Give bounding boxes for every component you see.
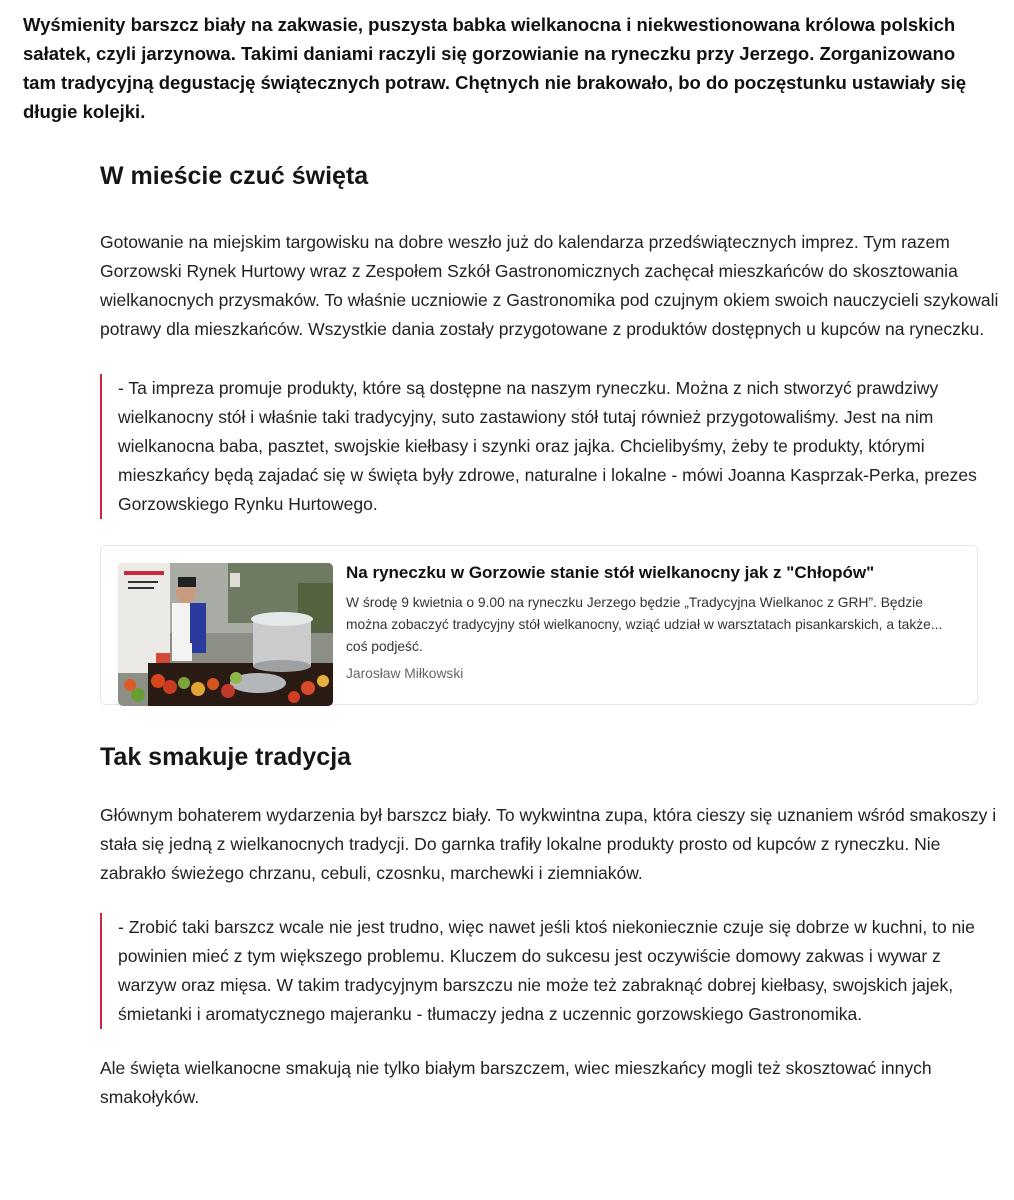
section-heading: W mieście czuć święta	[100, 162, 369, 190]
article-body	[100, 158, 1000, 1112]
article-paragraph: Ale święta wielkanocne smakują nie tylko białym barszczem, wiec mieszkańcy mogli też skosztować innych smakołyków.	[100, 1058, 932, 1107]
blockquote: - Zrobić taki barszcz wcale nie jest trudno, więc nawet jeśli ktoś niekoniecznie czuje się dobrze w kuchni, to nie powinien mieć z tym większego problemu. Kluczem do sukcesu jest oczywiście domowy zakwas i wywar z warzyw oraz mięsa. W takim tradycyjnym barszczu nie może też zabraknąć dobrej kiełbasy, swojskich jajek, śmietanki i aromatycznego majeranku - tłumaczy jedna z uczennic gorzowskiego Gastronomika.	[100, 913, 1000, 1029]
section-heading: Tak smakuje tradycja	[100, 743, 352, 771]
related-article-thumbnail[interactable]	[118, 563, 333, 706]
article-lead: Wyśmienity barszcz biały na zakwasie, puszysta babka wielkanocna i niekwestionowana królowa polskich sałatek, czyli jarzynowa. Takimi daniami raczyli się gorzowianie na ryneczku przy Jerzego. Zorganizowano tam tradycyjną degustację świątecznych potraw. Chętnych nie brakowało, bo do poczęstunku ustawiały się długie kolejki.	[23, 14, 967, 122]
article-paragraph: Gotowanie na miejskim targowisku na dobre weszło już do kalendarza przedświątecznych imprez. Tym razem Gorzowski Rynek Hurtowy wraz z Zespołem Szkół Gastronomicznych zachęcał mieszkańców do skosztowania wielkanocnych przysmaków. To właśnie uczniowie z Gastronomika pod czujnym okiem swoich nauczycieli szykowali potrawy dla mieszkańców. Wszystkie dania zostały przygotowane z produktów dostępnych u kupców na ryneczku.	[100, 232, 999, 339]
blockquote: - Ta impreza promuje produkty, które są dostępne na naszym ryneczku. Można z nich stworzyć prawdziwy wielkanocny stół i właśnie taki tradycyjny, suto zastawiony stół tutaj również przygotowaliśmy. Jest na nim wielkanocna baba, pasztet, swojskie kiełbasy i szynki oraz jajka. Chcielibyśmy, żeby te produkty, którymi mieszkańcy będą zajadać się w święta były zdrowe, naturalne i lokalne - mówi Joanna Kasprzak-Perka, prezes Gorzowskiego Rynku Hurtowego.	[100, 374, 1000, 519]
related-article-author: Jarosław Miłkowski	[346, 666, 464, 681]
article-paragraph: Głównym bohaterem wydarzenia był barszcz biały. To wykwintna zupa, która cieszy się uznaniem wśród smakoszy i stała się jedną z wielkanocnych tradycji. Do garnka trafiły lokalne produkty prosto od kupców z ryneczku. Nie zabrakło świeżego chrzanu, cebuli, czosnku, marchewki i ziemniaków.	[100, 805, 997, 883]
related-article-card[interactable]	[100, 545, 978, 705]
related-article-text	[346, 560, 966, 685]
related-article-title[interactable]: Na ryneczku w Gorzowie stanie stół wielkanocny jak z "Chłopów"	[346, 563, 875, 582]
market-photo-image	[118, 563, 333, 706]
related-article-excerpt: W środę 9 kwietnia o 9.00 na ryneczku Jerzego będzie „Tradycyjna Wielkanoc z GRH”. Będzie można zobaczyć tradycyjny stół wielkanocny, wziąć udział w warsztatach pisankarskich, a także... coś podjeść.	[346, 595, 943, 654]
